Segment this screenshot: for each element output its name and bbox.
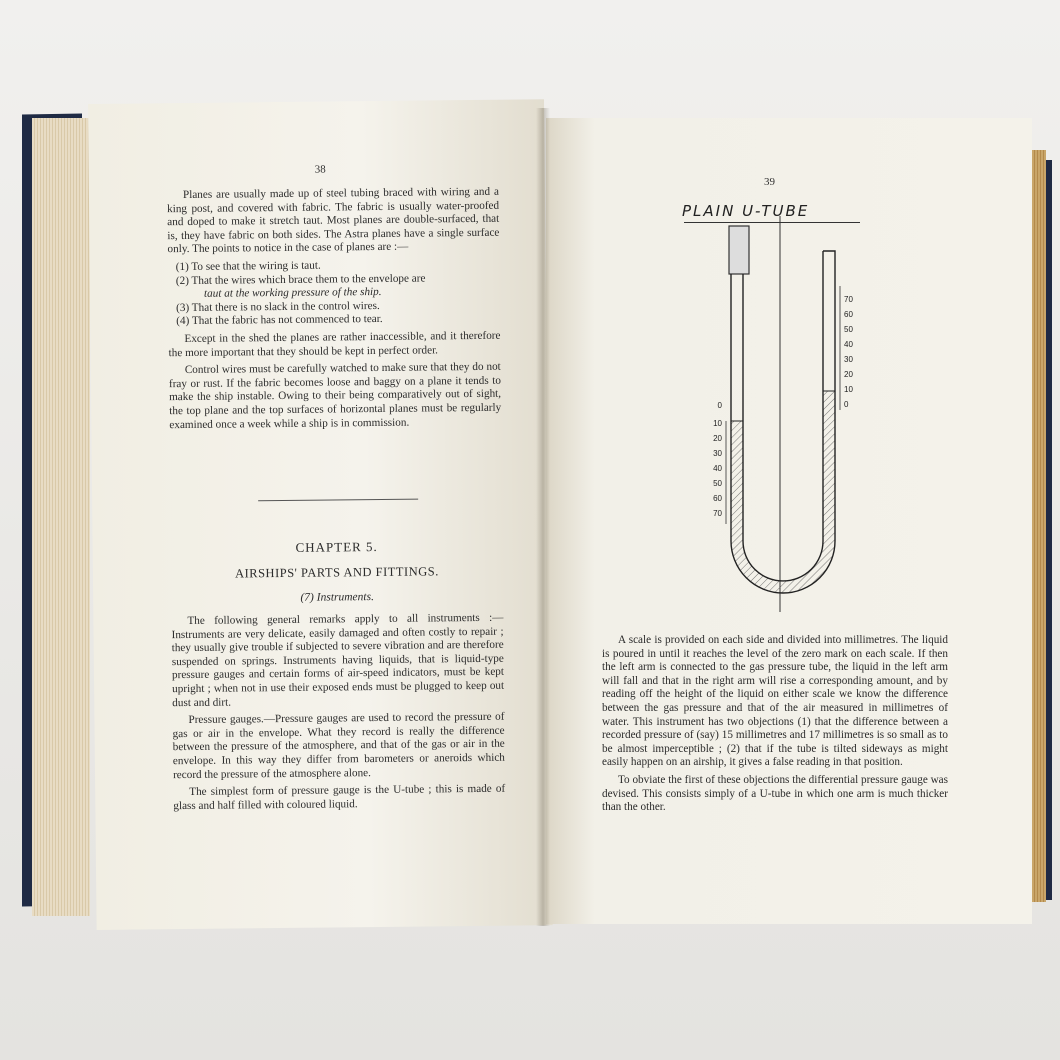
right-scale-label: 70 bbox=[844, 295, 853, 304]
right-scale-label: 60 bbox=[844, 310, 853, 319]
paragraph: Planes are usually made up of steel tubing braced with wiring and a king post, and covered with fabric. The fabric is usually water-proofed and doped to make it stretch taut. Most planes are double-surfaced, that is, they have fabric on both sides. The Astra planes have a single surface only. The points to notice in the case of planes are :— bbox=[167, 185, 500, 256]
chapter-number: CHAPTER 5. bbox=[295, 538, 378, 555]
right-scale-label: 0 bbox=[844, 400, 849, 409]
right-scale-label: 50 bbox=[844, 325, 853, 334]
left-scale-label: 10 bbox=[713, 419, 722, 428]
tube-inner-wall bbox=[743, 251, 823, 581]
section-divider bbox=[258, 499, 418, 502]
paragraph: Except in the shed the planes are rather inaccessible, and it therefore the more important that they should be kept in perfect order. bbox=[168, 329, 501, 359]
list-item: (3) That there is no slack in the control wires. bbox=[176, 299, 380, 314]
tube-outer-wall bbox=[731, 251, 835, 593]
liquid-fill bbox=[731, 391, 835, 593]
left-page-edges bbox=[32, 118, 90, 916]
paragraph: A scale is provided on each side and divided into millimetres. The liquid is poured in until it reaches the level of the zero mark on each scale. If then the left arm is connected to the gas pressure tube, the liquid in the left arm will fall and that in the right arm will rise a corresponding amount, and by reading off the height of the liquid on either scale we know the difference between the gas pressure and that of the air measured in millimetres of water. This instrument has two objections (1) that the difference between a recorded pressure of (say) 15 millimetres and 17 millimetres is so small as to be almost imperceptible ; (2) that if the tube is tilted sideways as might easily happen on an airship, it gives a false reading in that position. bbox=[602, 634, 948, 769]
paragraph: To obviate the first of these objections the differential pressure gauge was devised. This consists simply of a U-tube in which one arm is much thicker than the other. bbox=[602, 773, 948, 814]
right-scale-label: 20 bbox=[844, 370, 853, 379]
list-item: (2) That the wires which brace them to the envelope are bbox=[175, 272, 426, 287]
paragraph: Control wires must be carefully watched to make sure that they do not fray or rust. If the fabric becomes loose and baggy on a plane it tends to make the ship instable. Owing to their being comparatively out of sight, the top plane and the top surfaces of horizontal planes must be regularly examined once a week while a ship is in commission. bbox=[168, 360, 502, 431]
right-scale-label: 30 bbox=[844, 355, 853, 364]
left-page bbox=[88, 99, 553, 930]
left-scale-label: 0 bbox=[717, 401, 722, 410]
paragraph: The following general remarks apply to all instruments :— Instruments are very delicate, easily damaged and often costly to repair ; they usually give trouble if subjected to severe vibration and are therefore suspended on springs. Instruments having liquids, that is liquid-type pressure gauges and certain forms of air-speed indicators, must be kept upright ; when not in use their exposed ends must be plugged to keep out dust and dirt. bbox=[171, 611, 505, 709]
u-tube-explanation bbox=[602, 634, 948, 819]
instruments-text bbox=[171, 612, 505, 818]
section-title: (7) Instruments. bbox=[300, 591, 374, 604]
diagram-title: PLAIN U-TUBE bbox=[682, 202, 810, 220]
left-scale-label: 70 bbox=[713, 509, 722, 518]
right-scale bbox=[840, 286, 853, 410]
paragraph: Pressure gauges.—Pressure gauges are used to record the pressure of gas or air in the envelope. What they record is really the difference between the pressure of the atmosphere, and that of the gas or air in the envelope. In this way they differ from barometers or aneroids which record the pressure of the atmosphere alone. bbox=[172, 710, 505, 781]
left-scale-label: 60 bbox=[713, 494, 722, 503]
list-item: taut at the working pressure of the ship. bbox=[203, 286, 382, 300]
list-item: (4) That the fabric has not commenced to tear. bbox=[176, 313, 383, 328]
planes-text bbox=[167, 186, 502, 437]
list-item: (1) To see that the wiring is taut. bbox=[175, 259, 321, 274]
tube-cap bbox=[729, 226, 749, 274]
u-tube-diagram bbox=[676, 196, 866, 616]
right-scale-label: 40 bbox=[844, 340, 853, 349]
paragraph: The simplest form of pressure gauge is the U-tube ; this is made of glass and half filled with coloured liquid. bbox=[173, 782, 506, 812]
left-scale-label: 50 bbox=[713, 479, 722, 488]
chapter-title: AIRSHIPS' PARTS AND FITTINGS. bbox=[234, 564, 439, 581]
right-scale-label: 10 bbox=[844, 385, 853, 394]
right-page bbox=[546, 118, 1032, 924]
page-number: 38 bbox=[314, 163, 326, 176]
left-scale-label: 30 bbox=[713, 449, 722, 458]
left-scale-label: 20 bbox=[713, 434, 722, 443]
left-scale bbox=[713, 401, 726, 524]
left-scale-label: 40 bbox=[713, 464, 722, 473]
book-spine-shadow bbox=[536, 108, 550, 926]
page-number: 39 bbox=[764, 176, 775, 188]
